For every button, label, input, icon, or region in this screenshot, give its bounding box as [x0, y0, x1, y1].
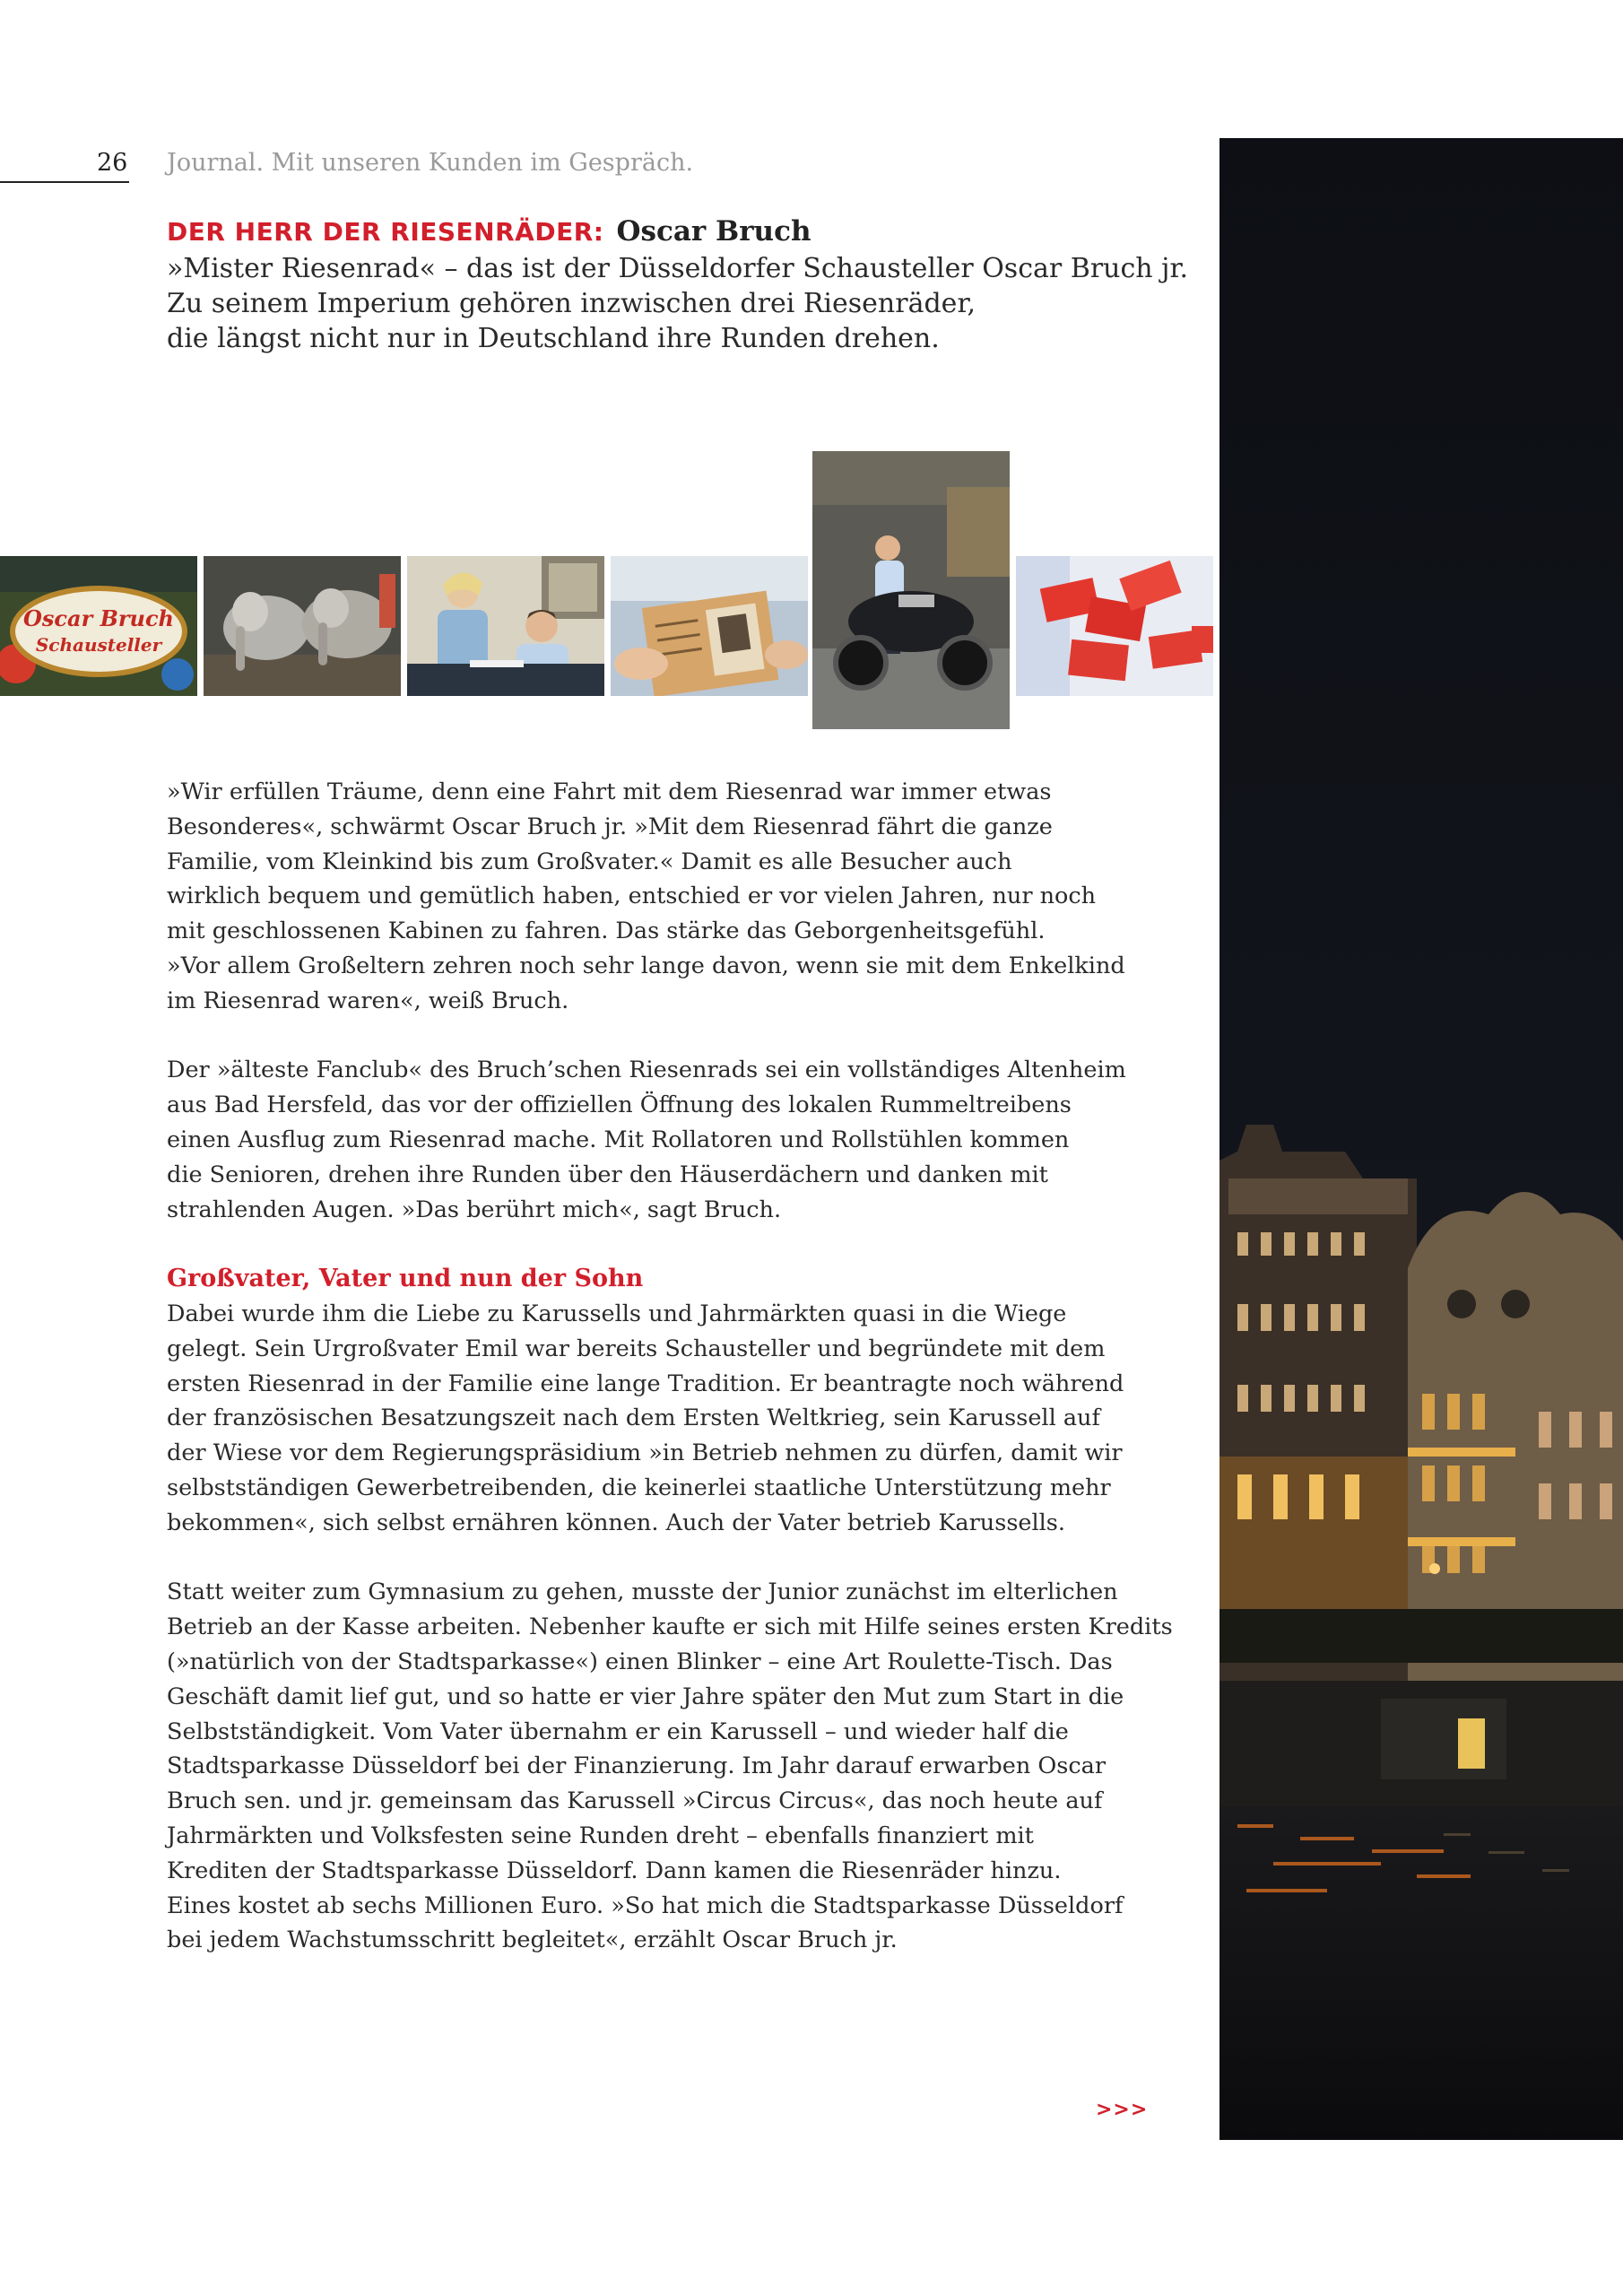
- body-line: Selbstständigkeit. Vom Vater übernahm er ein Karussell – und wieder half die: [167, 1718, 1069, 1745]
- body-line: Dabei wurde ihm die Liebe zu Karussells und Jahrmärkten quasi in die Wiege: [167, 1300, 1067, 1327]
- body-line: Besonderes«, schwärmt Oscar Bruch jr. »Mit dem Riesenrad fährt die ganze: [167, 813, 1053, 840]
- body-line: Der »älteste Fanclub« des Bruch’schen Riesenrads sei ein vollständiges Altenheim: [167, 1057, 1126, 1084]
- body-line: »Wir erfüllen Träume, denn eine Fahrt mit dem Riesenrad war immer etwas: [167, 778, 1052, 805]
- body-line: der Wiese vor dem Regierungspräsidium »in Betrieb nehmen zu dürfen, damit wir: [167, 1439, 1123, 1467]
- body-line: bekommen«, sich selbst ernähren können. Auch der Vater betrieb Karussells.: [167, 1509, 1065, 1536]
- page-number: 26: [97, 149, 128, 177]
- body-line: mit geschlossenen Kabinen zu fahren. Das stärke das Geborgenheitsgefühl.: [167, 918, 1046, 945]
- body-line: »Vor allem Großeltern zehren noch sehr lange davon, wenn sie mit dem Enkelkind: [167, 952, 1125, 979]
- body-line: Bruch sen. und jr. gemeinsam das Karussell »Circus Circus«, das noch heute auf: [167, 1787, 1103, 1815]
- sign-text-2: Schausteller: [35, 634, 162, 656]
- body-line: Jahrmärkten und Volksfesten seine Runden dreht – ebenfalls finanziert mit: [167, 1822, 1034, 1849]
- sign-text-1: Oscar Bruch: [22, 605, 175, 631]
- body-line: Statt weiter zum Gymnasium zu gehen, musste der Junior zunächst im elterlichen: [167, 1578, 1118, 1606]
- body-line: der französischen Besatzungszeit nach dem Ersten Weltkrieg, sein Karussell auf: [167, 1405, 1100, 1432]
- body-line: Familie, vom Kleinkind bis zum Großvater.« Damit es alle Besucher auch: [167, 848, 1012, 875]
- body-line: einen Ausflug zum Riesenrad mache. Mit Rollatoren und Rollstühlen kommen: [167, 1126, 1070, 1153]
- body-line: gelegt. Sein Urgroßvater Emil war bereits Schausteller und begründete mit dem: [167, 1335, 1106, 1362]
- body-line: die Senioren, drehen ihre Runden über den Häuserdächern und danken mit: [167, 1161, 1048, 1188]
- article-kicker: DER HERR DER RIESENRÄDER:: [167, 217, 604, 247]
- body-line: strahlenden Augen. »Das berührt mich«, sagt Bruch.: [167, 1196, 782, 1223]
- body-line: Geschäft damit lief gut, und so hatte er vier Jahre später den Mut zum Start in die: [167, 1683, 1124, 1710]
- article-title: [167, 215, 812, 248]
- photo-old-document: [611, 556, 808, 696]
- photo-carousel-elephants: [204, 556, 401, 696]
- article-intro: [167, 251, 1189, 356]
- intro-line: »Mister Riesenrad« – das ist der Düsseldorfer Schausteller Oscar Bruch jr.: [167, 253, 1189, 284]
- running-head: Journal. Mit unseren Kunden im Gespräch.: [167, 149, 694, 177]
- header-rule: [0, 181, 129, 183]
- photo-night-riverfront: [1219, 138, 1623, 2140]
- intro-line: Zu seinem Imperium gehören inzwischen drei Riesenräder,: [167, 288, 976, 319]
- body-line: im Riesenrad waren«, weiß Bruch.: [167, 987, 569, 1014]
- continue-marker: >>>: [1096, 2099, 1149, 2121]
- body-line: Betrieb an der Kasse arbeiten. Nebenher kaufte er sich mit Hilfe seines ersten Kredits: [167, 1613, 1173, 1641]
- body-line: ersten Riesenrad in der Familie eine lange Tradition. Er beantragte noch während: [167, 1370, 1124, 1397]
- body-line: selbstständigen Gewerbetreibenden, die keinerlei staatliche Unterstützung mehr: [167, 1474, 1111, 1501]
- photo-motorcycle-workshop: [812, 451, 1010, 729]
- article-body: [167, 775, 1171, 1958]
- section-subheading: Großvater, Vater und nun der Sohn: [167, 1265, 644, 1293]
- body-line: Eines kostet ab sechs Millionen Euro. »So hat mich die Stadtsparkasse Düsseldorf: [167, 1892, 1124, 1919]
- photo-red-tickets: [1016, 556, 1213, 696]
- body-line: Krediten der Stadtsparkasse Düsseldorf. Dann kamen die Riesenräder hinzu.: [167, 1857, 1062, 1884]
- intro-line: die längst nicht nur in Deutschland ihre Runden drehen.: [167, 323, 940, 354]
- body-line: Stadtsparkasse Düsseldorf bei der Finanzierung. Im Jahr darauf erwarben Oscar: [167, 1752, 1107, 1780]
- body-line: (»natürlich von der Stadtsparkasse«) einen Blinker – eine Art Roulette-Tisch. Das: [167, 1648, 1113, 1675]
- body-line: wirklich bequem und gemütlich haben, entschied er vor vielen Jahren, nur noch: [167, 883, 1097, 910]
- photo-office-meeting: [407, 556, 604, 696]
- photo-schausteller-sign: [0, 556, 197, 696]
- body-line: bei jedem Wachstumsschritt begleitet«, erzählt Oscar Bruch jr.: [167, 1926, 898, 1954]
- article-subject-name: Oscar Bruch: [616, 215, 812, 248]
- body-line: aus Bad Hersfeld, das vor der offiziellen Öffnung des lokalen Rummeltreibens: [167, 1091, 1072, 1119]
